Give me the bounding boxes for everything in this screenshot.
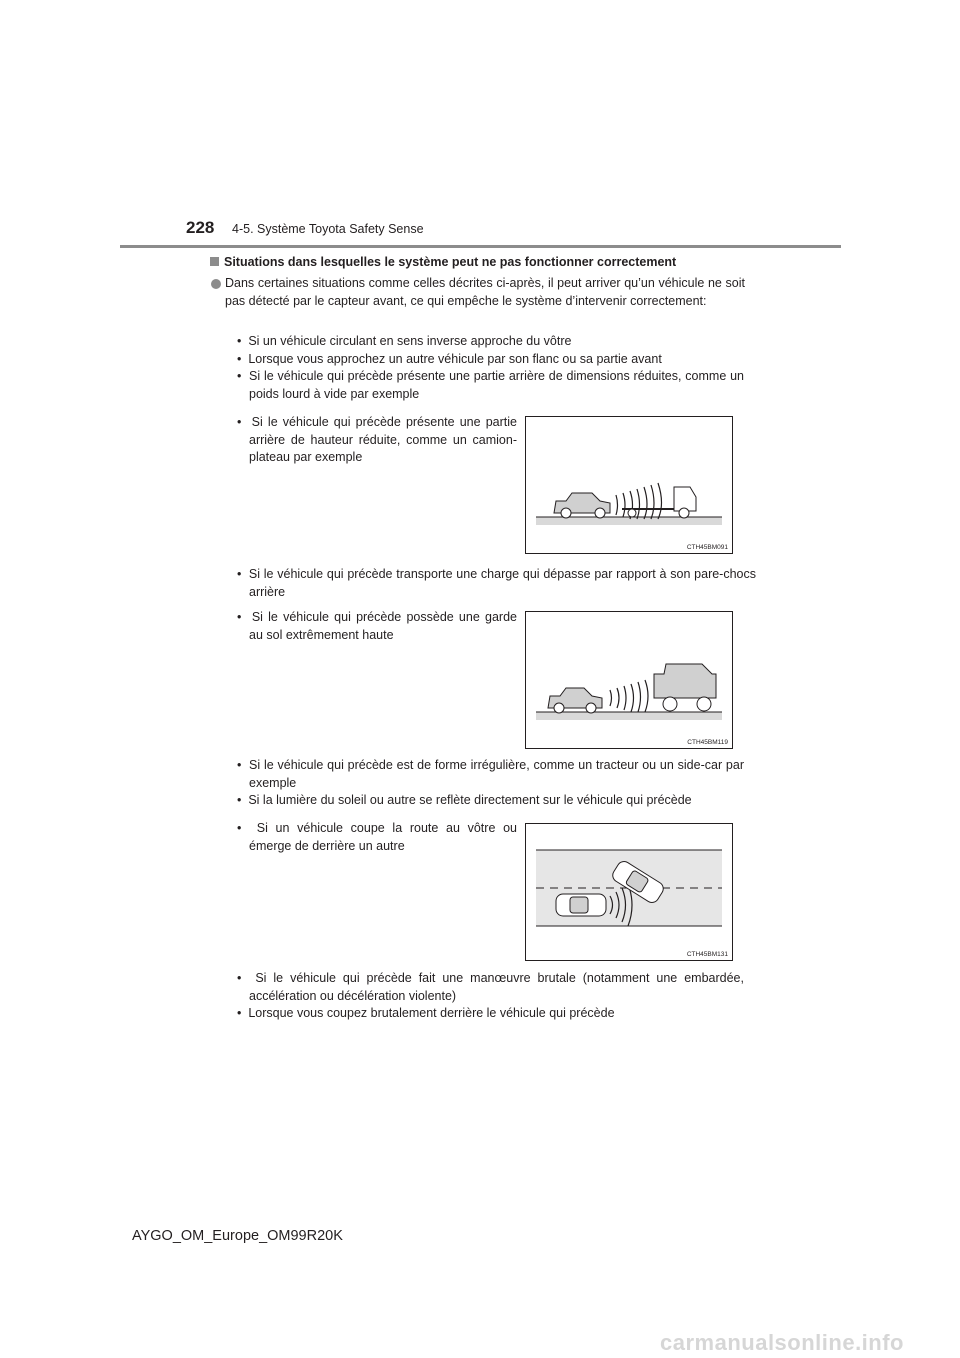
figure-code: CTH45BM131 bbox=[686, 951, 728, 958]
section-title: 4-5. Système Toyota Safety Sense bbox=[232, 222, 424, 236]
subsection-heading-text: Situations dans lesquelles le système peut ne pas fonctionner correctement bbox=[224, 255, 677, 269]
bullet-list-mid bbox=[237, 757, 744, 810]
figure-code: CTH45BM091 bbox=[686, 544, 728, 551]
list-item: • Lorsque vous coupez brutalement derrière le véhicule qui précède bbox=[237, 1006, 615, 1020]
list-item: • Si le véhicule qui précède transporte une charge qui dépasse par rapport à son pare-chocs arrière bbox=[237, 567, 757, 599]
watermark: carmanualsonline.info bbox=[660, 1330, 904, 1355]
footer-document-code: AYGO_OM_Europe_OM99R20K bbox=[132, 1228, 343, 1244]
intro-paragraph bbox=[225, 275, 745, 310]
bullet-list-top bbox=[237, 333, 744, 403]
figure-high-clearance bbox=[525, 611, 733, 749]
flatbed-illustration bbox=[526, 417, 732, 553]
square-bullet-icon bbox=[210, 257, 219, 266]
header-rule bbox=[120, 245, 841, 248]
list-item: • Si le véhicule qui précède est de forme irrégulière, comme un tracteur ou un side-car par exemple bbox=[237, 758, 744, 790]
figure-cut-in bbox=[525, 823, 733, 961]
figure-code: CTH45BM119 bbox=[687, 739, 728, 746]
fig3-text: • Si un véhicule coupe la route au vôtre ou émerge de derrière un autre bbox=[237, 821, 517, 853]
circle-bullet-icon bbox=[211, 279, 221, 289]
subsection-heading bbox=[210, 255, 750, 269]
cut-in-illustration bbox=[526, 824, 732, 960]
intro-text: Dans certaines situations comme celles décrites ci-après, il peut arriver qu’un véhicule ne soit pas détecté par le capteur avant, ce qui empêche le système d’intervenir correctement: bbox=[225, 276, 745, 308]
list-item: • Si le véhicule qui précède fait une manœuvre brutale (notamment une embardée, accélération ou décélération violente) bbox=[237, 971, 744, 1003]
list-item: • Lorsque vous approchez un autre véhicule par son flanc ou sa partie avant bbox=[237, 351, 662, 366]
list-item: • Si la lumière du soleil ou autre se reflète directement sur le véhicule qui précède bbox=[237, 793, 692, 807]
list-item: • Si un véhicule circulant en sens inverse approche du vôtre bbox=[237, 334, 572, 348]
bullet-list-bottom bbox=[237, 970, 744, 1023]
list-item: • Si le véhicule qui précède présente une partie arrière de dimensions réduites, comme un poids lourd à vide par exemple bbox=[237, 369, 744, 401]
fig2-text: • Si le véhicule qui précède possède une garde au sol extrêmement haute bbox=[237, 610, 517, 642]
high-clearance-illustration bbox=[526, 612, 732, 748]
page-number: 228 bbox=[186, 218, 215, 237]
fig1-text: • Si le véhicule qui précède présente une partie arrière de hauteur réduite, comme un camion-plateau par exemple bbox=[237, 415, 518, 464]
figure-flatbed-truck bbox=[525, 416, 733, 554]
